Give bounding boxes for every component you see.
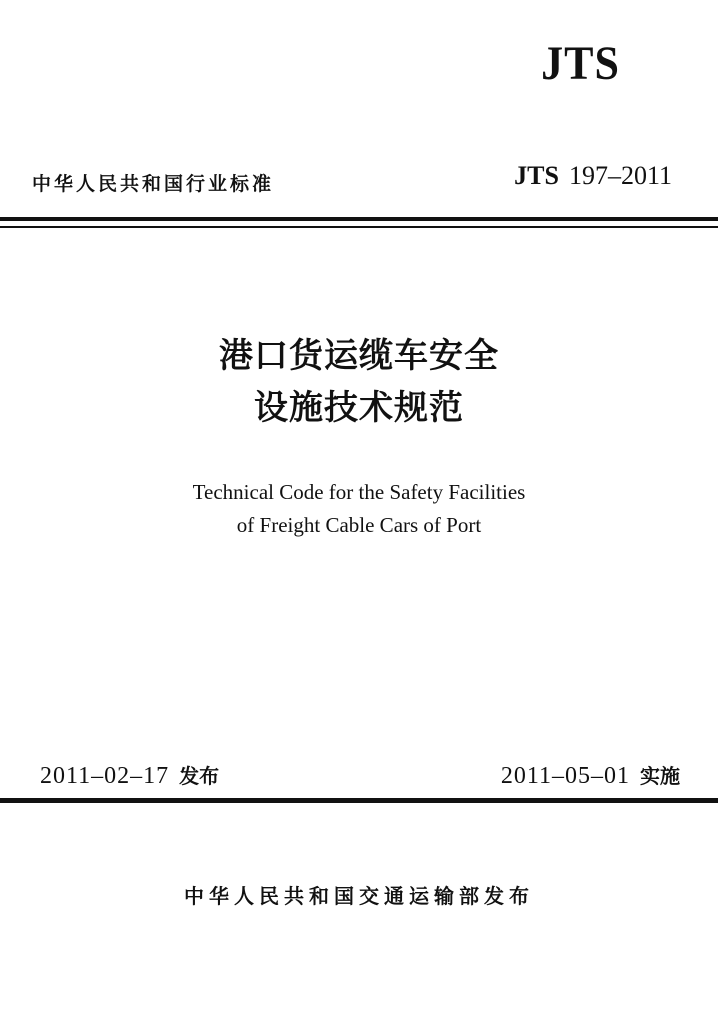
issue-date-block <box>40 760 219 790</box>
issue-date: 2011–02–17 <box>40 763 170 789</box>
bottom-divider <box>0 798 718 803</box>
publisher: 中华人民共和国交通运输部发布 <box>184 884 534 908</box>
title-en-line1: Technical Code for the Safety Facilities <box>192 480 526 504</box>
standard-code: 197–2011 <box>568 161 672 190</box>
title-zh-line2: 设施技术规范 <box>254 388 464 428</box>
top-divider-thin <box>0 226 718 228</box>
implementation-date-block <box>501 760 680 790</box>
title-en-line2: of Freight Cable Cars of Port <box>236 513 482 537</box>
implementation-word: 实施 <box>640 764 680 788</box>
issue-word: 发布 <box>179 764 220 788</box>
title-zh-line1: 港口货运缆车安全 <box>219 336 499 376</box>
implementation-date: 2011–05–01 <box>500 763 630 789</box>
standard-prefix: JTS <box>514 161 559 190</box>
top-divider <box>0 217 718 221</box>
standard-number <box>514 161 672 191</box>
industry-standard-label: 中华人民共和国行业标准 <box>32 173 275 195</box>
jts-logo: JTS <box>541 37 620 90</box>
